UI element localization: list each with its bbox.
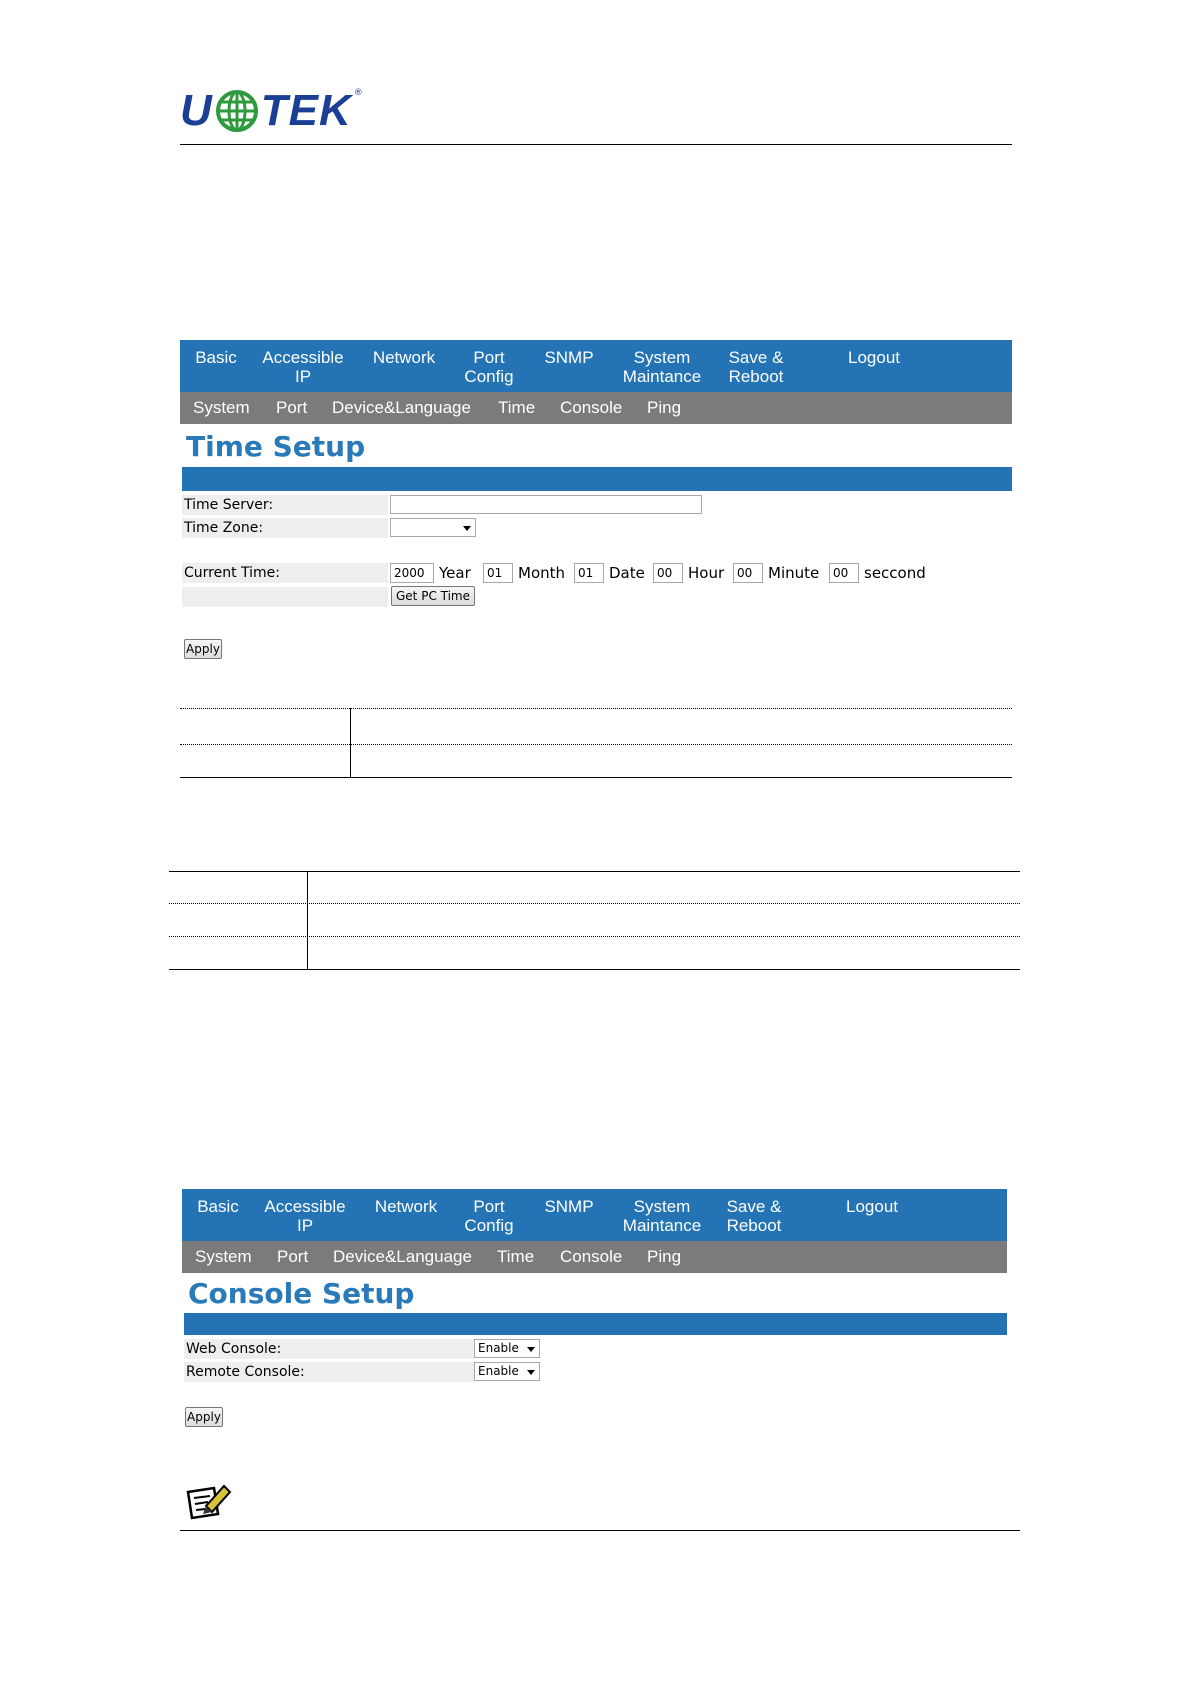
date-unit: Date [609, 564, 645, 582]
nav-network[interactable]: Network [372, 348, 436, 367]
globe-icon [215, 89, 259, 133]
remote-console-select[interactable]: Enable [474, 1362, 540, 1381]
time-server-input[interactable] [390, 495, 702, 514]
table-rule [169, 936, 1020, 937]
subnav-time[interactable]: Time [497, 1247, 535, 1266]
subnav-port[interactable]: Port [276, 398, 308, 417]
page-title: Console Setup [188, 1277, 415, 1310]
year-unit: Year [439, 564, 471, 582]
nav-save-reboot[interactable]: Save & Reboot [728, 348, 784, 386]
subnav-port[interactable]: Port [277, 1247, 309, 1266]
header-rule [180, 144, 1012, 145]
nav-snmp[interactable]: SNMP [544, 348, 594, 367]
apply-button[interactable]: Apply [184, 639, 222, 659]
nav-basic[interactable]: Basic [197, 1197, 239, 1216]
minute-input[interactable]: 00 [733, 563, 763, 583]
nav-accessible-ip[interactable]: Accessible IP [264, 1197, 346, 1235]
subnav-device-language[interactable]: Device&Language [333, 1247, 472, 1266]
second-input[interactable]: 00 [829, 563, 859, 583]
apply-button[interactable]: Apply [185, 1407, 223, 1427]
nav-save-reboot[interactable]: Save & Reboot [726, 1197, 782, 1235]
hour-unit: Hour [688, 564, 725, 582]
chevron-down-icon [527, 1370, 535, 1375]
time-zone-label: Time Zone: [182, 518, 388, 538]
subnav-system[interactable]: System [193, 398, 250, 417]
table-rule [180, 708, 1012, 709]
logo-text-right: TEK [260, 86, 352, 135]
month-unit: Month [518, 564, 566, 582]
time-server-label: Time Server: [182, 495, 388, 515]
nav-basic[interactable]: Basic [195, 348, 237, 367]
table-column-divider [307, 871, 308, 969]
table-rule [180, 744, 1012, 745]
console-setup-screenshot [182, 1189, 1007, 1429]
current-time-label: Current Time: [182, 563, 388, 583]
sub-nav [182, 1241, 1007, 1273]
time-setup-screenshot [180, 340, 1012, 780]
month-input[interactable]: 01 [483, 563, 513, 583]
chevron-down-icon [527, 1347, 535, 1352]
page-title: Time Setup [186, 430, 366, 463]
year-input[interactable]: 2000 [390, 563, 434, 583]
logo-text-left: U [180, 86, 213, 135]
subnav-system[interactable]: System [195, 1247, 252, 1266]
nav-logout[interactable]: Logout [848, 348, 900, 367]
sub-nav [180, 392, 1012, 424]
table-rule [180, 777, 1012, 778]
table-rule [169, 871, 1020, 872]
table-rule [169, 969, 1020, 970]
get-pc-time-row-spacer [182, 587, 388, 607]
nav-system-maintance[interactable]: System Maintance [622, 1197, 702, 1235]
section-header-bar [184, 1313, 1007, 1335]
nav-accessible-ip[interactable]: Accessible IP [262, 348, 344, 386]
nav-snmp[interactable]: SNMP [544, 1197, 594, 1216]
note-rule [180, 1530, 1020, 1531]
main-nav [182, 1189, 1007, 1241]
web-console-label: Web Console: [184, 1339, 474, 1359]
remote-console-label: Remote Console: [184, 1362, 474, 1382]
subnav-device-language[interactable]: Device&Language [332, 398, 471, 417]
company-logo [180, 88, 363, 133]
nav-logout[interactable]: Logout [846, 1197, 898, 1216]
date-input[interactable]: 01 [574, 563, 604, 583]
nav-port-config[interactable]: Port Config [464, 1197, 514, 1235]
hour-input[interactable]: 00 [653, 563, 683, 583]
time-zone-select[interactable] [390, 518, 476, 537]
subnav-time[interactable]: Time [498, 398, 536, 417]
get-pc-time-button[interactable]: Get PC Time [391, 586, 475, 606]
web-console-select[interactable]: Enable [474, 1339, 540, 1358]
subnav-console[interactable]: Console [560, 398, 623, 417]
empty-table [169, 871, 1020, 970]
chevron-down-icon [463, 526, 471, 531]
minute-unit: Minute [768, 564, 820, 582]
table-column-divider [350, 708, 351, 777]
subnav-ping[interactable]: Ping [647, 398, 682, 417]
table-rule [169, 903, 1020, 904]
nav-system-maintance[interactable]: System Maintance [622, 348, 702, 386]
subnav-ping[interactable]: Ping [647, 1247, 682, 1266]
registered-mark: ® [353, 88, 363, 98]
second-unit: seccond [864, 564, 926, 582]
note-pencil-icon [184, 1480, 232, 1520]
nav-port-config[interactable]: Port Config [464, 348, 514, 386]
nav-network[interactable]: Network [374, 1197, 438, 1216]
subnav-console[interactable]: Console [560, 1247, 623, 1266]
main-nav [180, 340, 1012, 392]
section-header-bar [182, 467, 1012, 491]
